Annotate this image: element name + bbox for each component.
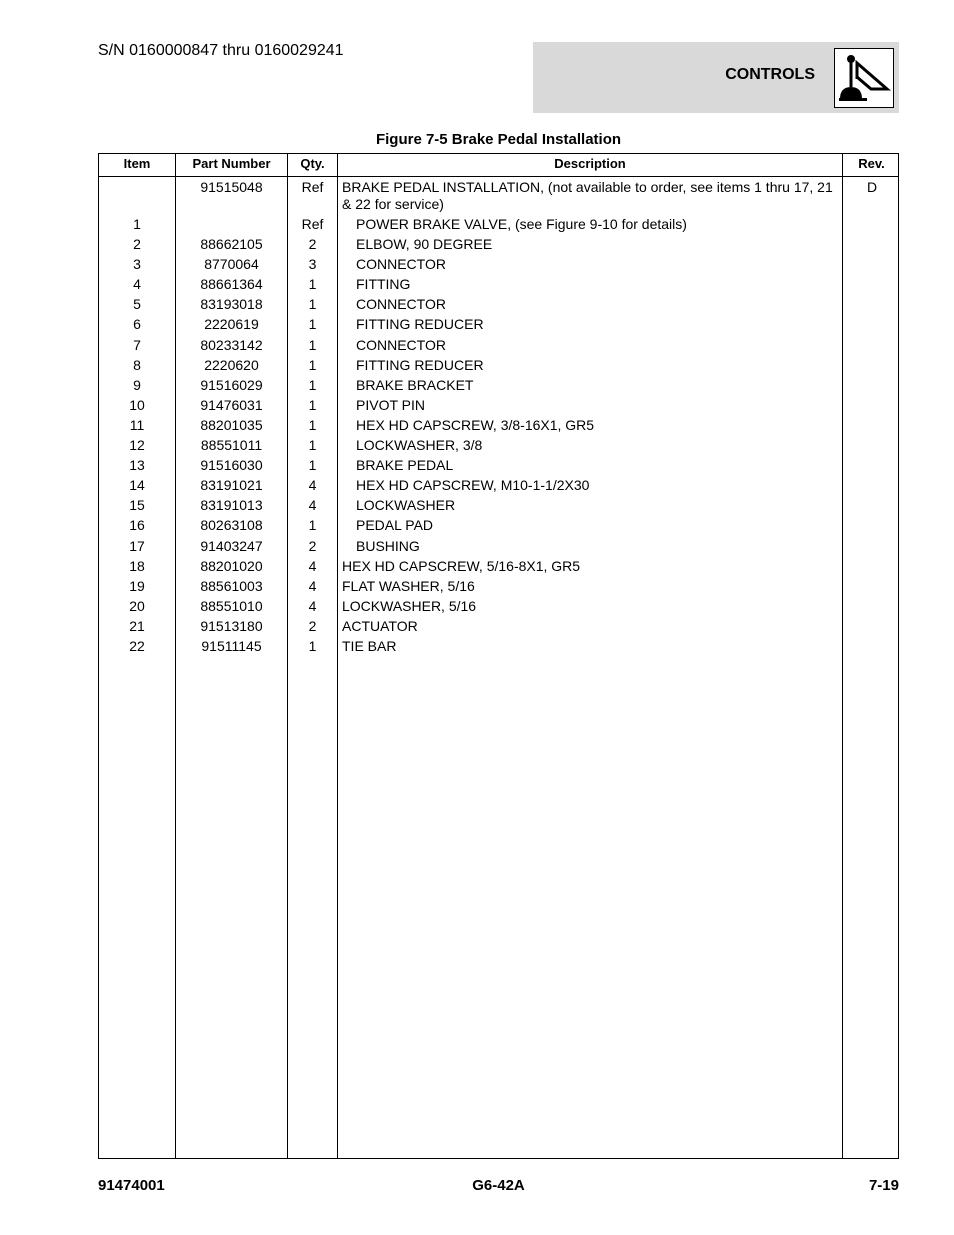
quantity: 4 <box>308 497 317 514</box>
description: HEX HD CAPSCREW, M10-1-1/2X30 <box>356 477 590 494</box>
item-number: 18 <box>129 557 145 574</box>
quantity: 1 <box>308 316 317 333</box>
description: FITTING REDUCER <box>356 356 484 373</box>
quantity: 1 <box>308 296 317 313</box>
part-number: 88201020 <box>200 557 263 574</box>
part-number: 88662105 <box>200 236 263 253</box>
quantity: 4 <box>308 477 317 494</box>
description: CONNECTOR <box>356 256 446 273</box>
quantity: 1 <box>308 276 317 293</box>
quantity: Ref <box>301 179 324 195</box>
part-number: 80263108 <box>200 517 263 534</box>
description: BRAKE PEDAL INSTALLATION, (not available to order, see items 1 thru 17, 21 & 22 for service) <box>342 179 833 212</box>
description: CONNECTOR <box>356 296 446 313</box>
quantity: 2 <box>308 236 317 253</box>
serial-number-range: S/N 0160000847 thru 0160029241 <box>98 42 344 59</box>
table-row <box>99 234 898 254</box>
item-number: 4 <box>133 276 141 293</box>
table-row <box>99 495 898 515</box>
item-number: 14 <box>129 477 145 494</box>
part-number: 91476031 <box>200 396 263 413</box>
quantity: 2 <box>308 617 317 634</box>
table-row <box>99 294 898 314</box>
table-row <box>99 415 898 435</box>
item-number: 9 <box>133 376 141 393</box>
table-row <box>99 375 898 395</box>
item-number: 2 <box>133 236 141 253</box>
table-row <box>99 616 898 636</box>
item-number: 1 <box>133 216 141 232</box>
table-row <box>99 177 898 214</box>
figure-title: Figure 7-5 Brake Pedal Installation <box>375 131 622 148</box>
description: BRAKE BRACKET <box>356 376 474 393</box>
quantity: 4 <box>308 557 317 574</box>
part-number: 83191013 <box>200 497 263 514</box>
part-number: 88551010 <box>200 597 263 614</box>
quantity: Ref <box>301 216 324 232</box>
description: PIVOT PIN <box>356 396 425 413</box>
description: LOCKWASHER, 3/8 <box>356 437 483 454</box>
revision: D <box>866 179 878 195</box>
part-number: 91513180 <box>200 617 263 634</box>
table-row <box>99 355 898 375</box>
part-number: 91515048 <box>200 179 263 195</box>
footer-page-number: 7-19 <box>868 1177 899 1194</box>
description: BRAKE PEDAL <box>356 457 454 474</box>
description: ELBOW, 90 DEGREE <box>356 236 493 253</box>
quantity: 1 <box>308 336 317 353</box>
quantity: 1 <box>308 376 317 393</box>
column-header-description: Description <box>554 156 626 171</box>
description: POWER BRAKE VALVE, (see Figure 9-10 for details) <box>356 216 687 232</box>
description: BUSHING <box>356 537 420 554</box>
part-number: 2220620 <box>204 356 259 373</box>
part-number: 88661364 <box>200 276 263 293</box>
part-number: 88561003 <box>200 577 263 594</box>
description: FITTING REDUCER <box>356 316 484 333</box>
item-number: 16 <box>129 517 145 534</box>
part-number: 83193018 <box>200 296 263 313</box>
quantity: 1 <box>308 396 317 413</box>
footer-document-number: 91474001 <box>98 1177 165 1194</box>
table-row <box>99 536 898 556</box>
quantity: 1 <box>308 637 317 654</box>
part-number: 8770064 <box>204 256 259 273</box>
part-number: 91516030 <box>200 457 263 474</box>
quantity: 1 <box>308 416 317 433</box>
control-lever-icon <box>834 48 894 108</box>
part-number: 91511145 <box>201 637 262 654</box>
description: FLAT WASHER, 5/16 <box>342 577 475 594</box>
item-number: 6 <box>133 316 141 333</box>
table-row <box>99 435 898 455</box>
item-number: 19 <box>129 577 145 594</box>
description: HEX HD CAPSCREW, 3/8-16X1, GR5 <box>356 416 595 433</box>
table-row <box>99 335 898 355</box>
table-row <box>99 515 898 535</box>
description: PEDAL PAD <box>356 517 434 534</box>
item-number: 7 <box>133 336 141 353</box>
column-header-qty: Qty. <box>300 156 325 171</box>
item-number: 13 <box>129 457 145 474</box>
quantity: 1 <box>308 457 317 474</box>
parts-table-body <box>99 177 898 656</box>
table-row <box>99 214 898 234</box>
description: LOCKWASHER, 5/16 <box>342 597 477 614</box>
description: CONNECTOR <box>356 336 446 353</box>
column-header-part-number: Part Number <box>192 156 271 171</box>
table-row <box>99 576 898 596</box>
item-number: 15 <box>129 497 145 514</box>
table-row <box>99 596 898 616</box>
table-row <box>99 314 898 334</box>
part-number: 80233142 <box>200 336 263 353</box>
description: TIE BAR <box>342 637 397 654</box>
description: FITTING <box>356 276 411 293</box>
table-row <box>99 475 898 495</box>
quantity: 4 <box>308 577 317 594</box>
table-row <box>99 395 898 415</box>
item-number: 3 <box>133 256 141 273</box>
quantity: 1 <box>308 356 317 373</box>
quantity: 1 <box>308 517 317 534</box>
quantity: 2 <box>308 537 317 554</box>
item-number: 5 <box>133 296 141 313</box>
column-header-rev: Rev. <box>858 156 885 171</box>
table-row <box>99 455 898 475</box>
item-number: 20 <box>129 597 145 614</box>
column-header-item: Item <box>123 156 151 171</box>
quantity: 4 <box>308 597 317 614</box>
item-number: 17 <box>129 537 145 554</box>
table-row <box>99 274 898 294</box>
part-number: 91516029 <box>200 376 263 393</box>
item-number: 21 <box>129 617 145 634</box>
part-number: 88551011 <box>200 437 263 454</box>
item-number: 10 <box>129 396 145 413</box>
part-number: 91403247 <box>200 537 263 554</box>
quantity: 3 <box>308 256 317 273</box>
description: ACTUATOR <box>342 617 418 634</box>
section-title: CONTROLS <box>725 66 815 83</box>
table-row <box>99 254 898 274</box>
table-row <box>99 556 898 576</box>
parts-table <box>98 153 899 1159</box>
item-number: 12 <box>129 437 145 454</box>
part-number: 83191021 <box>200 477 263 494</box>
quantity: 1 <box>308 437 317 454</box>
description: LOCKWASHER <box>356 497 456 514</box>
item-number: 22 <box>129 637 145 654</box>
section-header-box <box>533 42 899 113</box>
item-number: 8 <box>133 356 141 373</box>
description: HEX HD CAPSCREW, 5/16-8X1, GR5 <box>342 557 581 574</box>
table-row <box>99 636 898 656</box>
part-number: 88201035 <box>200 416 263 433</box>
footer-model: G6-42A <box>472 1177 525 1194</box>
item-number: 11 <box>129 416 145 433</box>
part-number: 2220619 <box>204 316 259 333</box>
